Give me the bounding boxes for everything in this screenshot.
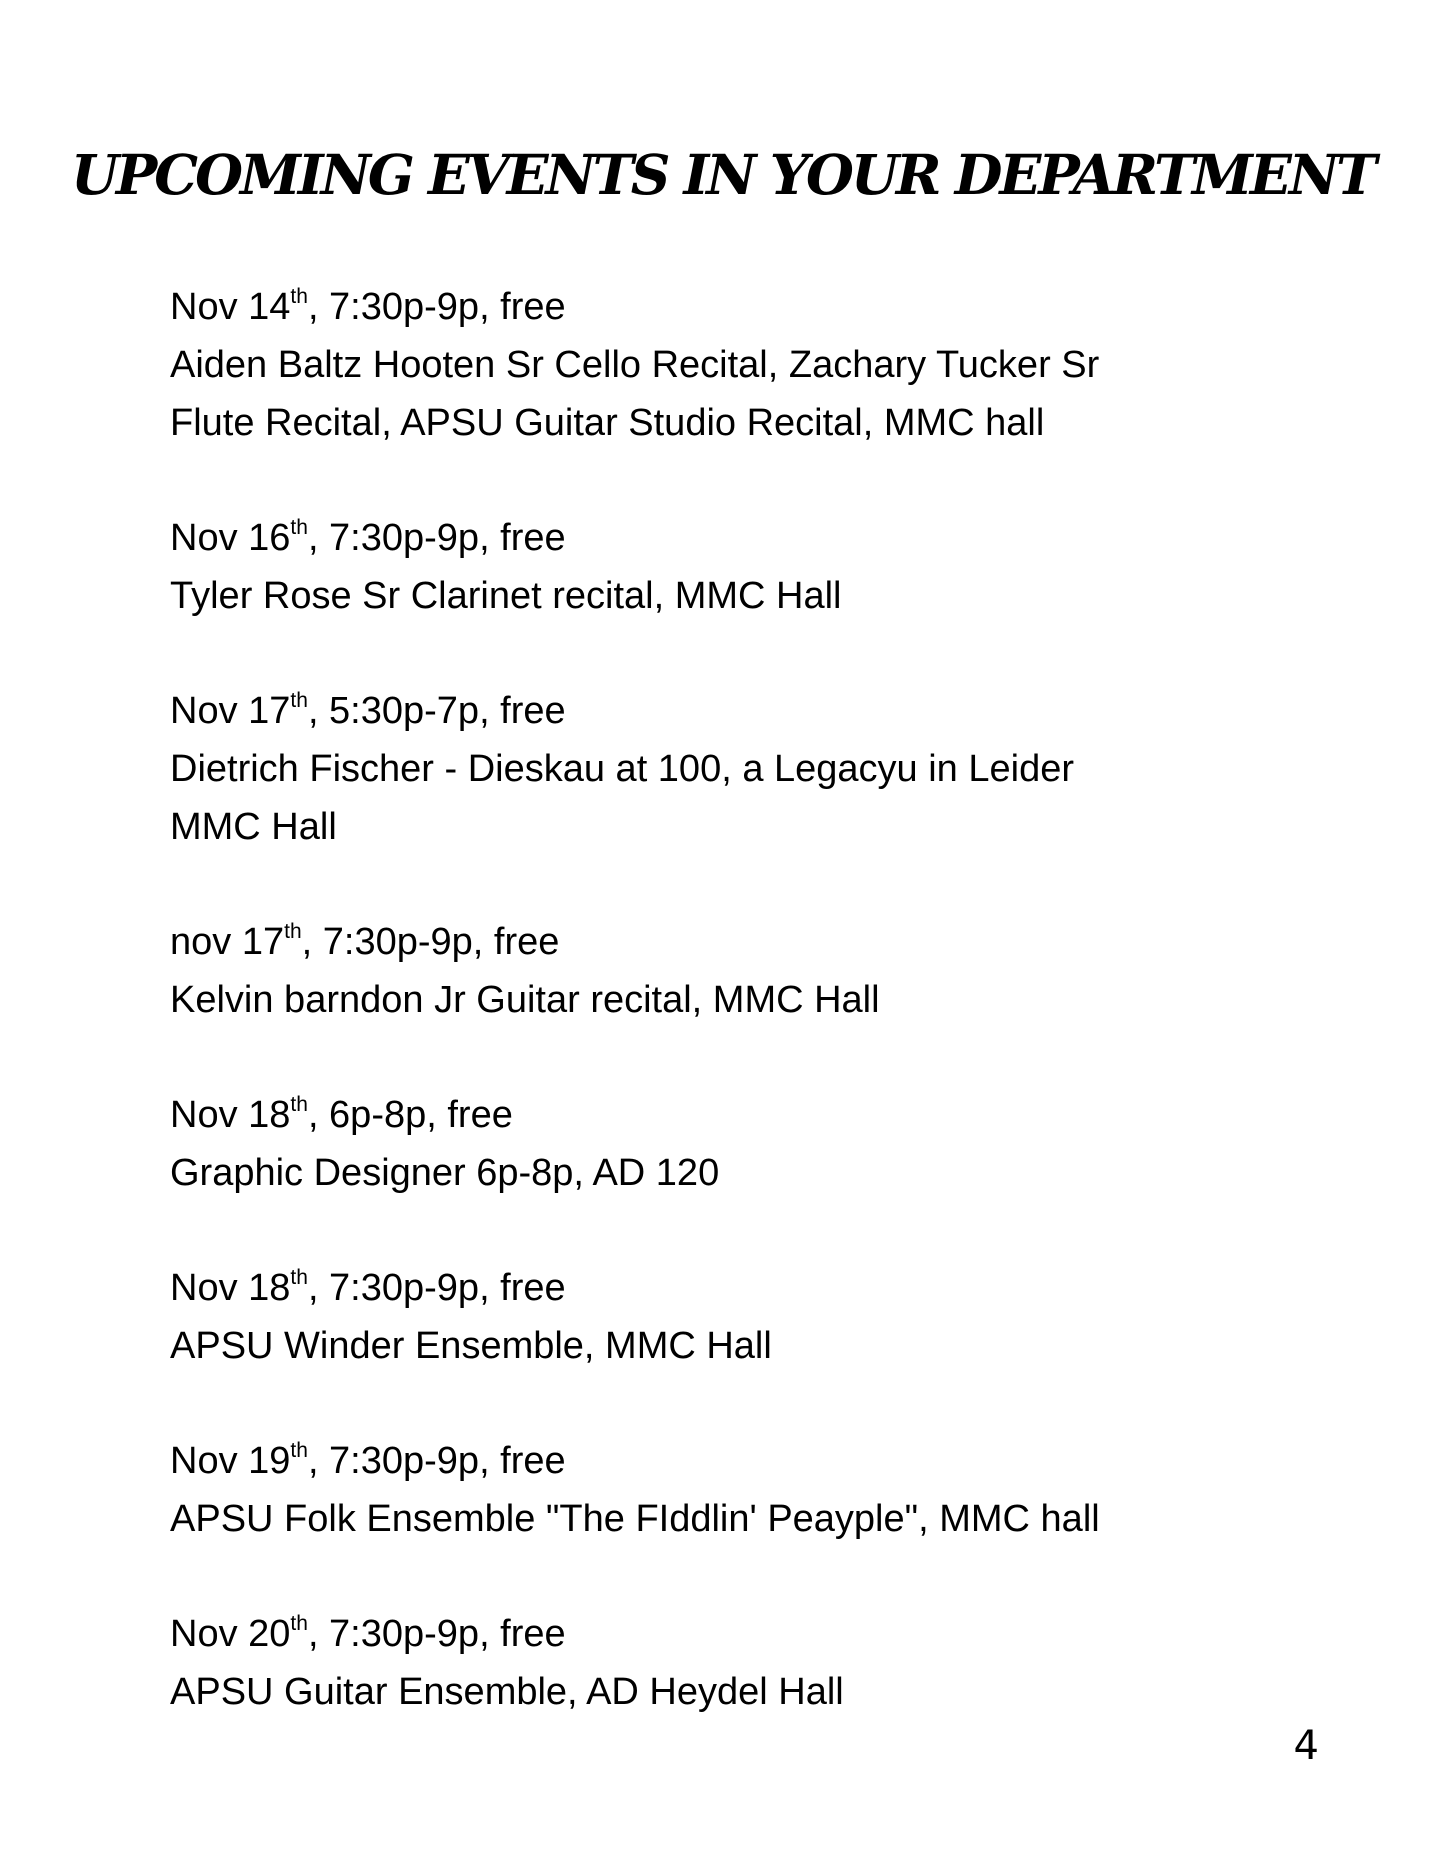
event-date-line [170, 1432, 1310, 1490]
event-day-suffix: th [290, 1266, 308, 1289]
event-date-line [170, 1259, 1310, 1317]
event-day-suffix: th [284, 920, 302, 943]
event-details: , 7:30p-9p, free [301, 921, 560, 963]
event-day-suffix: th [290, 1439, 308, 1462]
page-number: 4 [1293, 1723, 1319, 1769]
event-item [170, 1605, 1310, 1721]
event-description: Dietrich Fischer - Dieskau at 100, a Legacyu in Leider [170, 748, 1075, 790]
event-month: nov [170, 921, 232, 963]
event-date-line [170, 913, 1310, 971]
event-item [170, 509, 1310, 625]
event-description: Graphic Designer 6p-8p, AD 120 [170, 1152, 720, 1194]
event-date-line [170, 1605, 1310, 1663]
event-description: MMC Hall [170, 806, 337, 848]
event-day: 14 [248, 286, 291, 328]
event-description: APSU Winder Ensemble, MMC Hall [170, 1325, 772, 1367]
event-details: , 7:30p-9p, free [307, 286, 566, 328]
event-description: Flute Recital, APSU Guitar Studio Recital, MMC hall [170, 402, 1045, 444]
event-month: Nov [170, 1267, 238, 1309]
event-month: Nov [170, 286, 238, 328]
event-day: 20 [248, 1613, 291, 1655]
event-day-suffix: th [290, 1612, 308, 1635]
event-day-suffix: th [290, 689, 308, 712]
event-day-suffix: th [290, 516, 308, 539]
event-month: Nov [170, 517, 238, 559]
event-details: , 7:30p-9p, free [307, 517, 566, 559]
event-month: Nov [170, 690, 238, 732]
event-day: 19 [248, 1440, 291, 1482]
event-day: 18 [248, 1267, 291, 1309]
event-month: Nov [170, 1094, 238, 1136]
event-day: 16 [248, 517, 291, 559]
event-day: 17 [248, 690, 291, 732]
event-date-line [170, 509, 1310, 567]
event-description: APSU Guitar Ensemble, AD Heydel Hall [170, 1671, 844, 1713]
event-details: , 7:30p-9p, free [307, 1613, 566, 1655]
event-day-suffix: th [290, 1093, 308, 1116]
event-item [170, 1432, 1310, 1548]
event-date-line [170, 682, 1310, 740]
event-day: 17 [241, 921, 285, 963]
page-title: UPCOMING EVENTS IN YOUR DEPARTMENT [70, 142, 1375, 207]
event-day: 18 [248, 1094, 291, 1136]
event-description: APSU Folk Ensemble "The FIddlin' Peayple", MMC hall [170, 1498, 1100, 1540]
event-item [170, 1086, 1310, 1202]
event-month: Nov [170, 1440, 238, 1482]
event-list [170, 278, 1310, 1778]
event-description: Aiden Baltz Hooten Sr Cello Recital, Zachary Tucker Sr [170, 344, 1100, 386]
event-details: , 6p-8p, free [307, 1094, 513, 1136]
event-description: Kelvin barndon Jr Guitar recital, MMC Hall [170, 979, 880, 1021]
event-date-line [170, 1086, 1310, 1144]
event-details: , 5:30p-7p, free [307, 690, 566, 732]
event-item [170, 913, 1310, 1029]
event-description: Tyler Rose Sr Clarinet recital, MMC Hall [170, 575, 842, 617]
event-item [170, 1259, 1310, 1375]
event-details: , 7:30p-9p, free [307, 1440, 566, 1482]
event-date-line [170, 278, 1310, 336]
event-month: Nov [170, 1613, 238, 1655]
event-day-suffix: th [290, 285, 308, 308]
event-item [170, 278, 1310, 452]
event-item [170, 682, 1310, 856]
event-details: , 7:30p-9p, free [307, 1267, 566, 1309]
